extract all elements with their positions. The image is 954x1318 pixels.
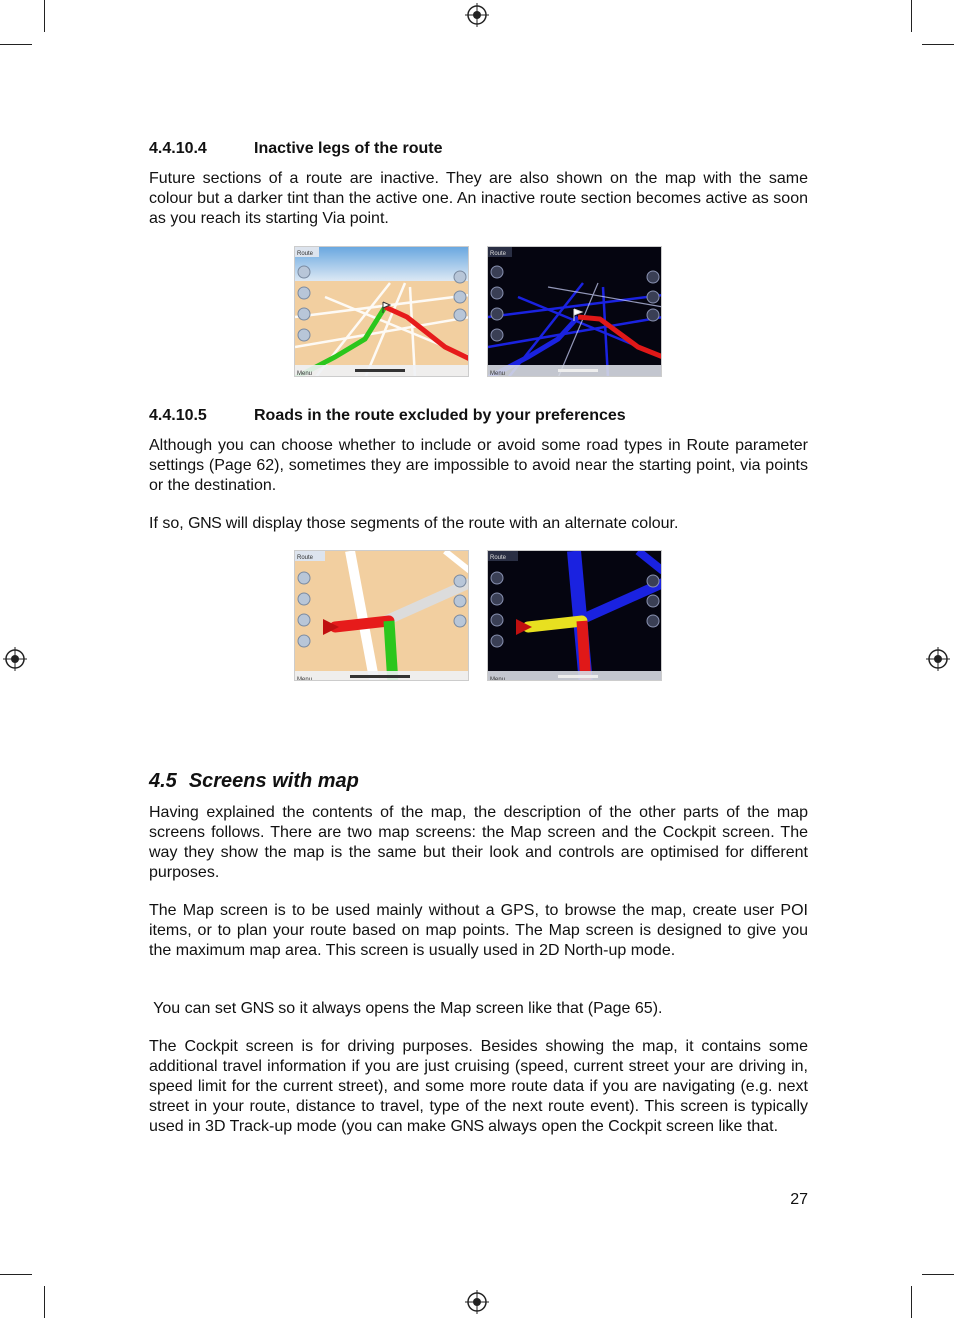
crop-mark [0,44,32,45]
section-number: 4.5 [149,770,177,792]
map-screenshot-night-2d [487,550,662,681]
paragraph: The Map screen is to be used mainly without a GPS, to browse the map, create user POI items, or to plan your route based on map points. The Map screen is designed to give you the maximum map area. This screen is usually used in 2D North-up mode. [149,902,808,959]
crop-mark [911,0,912,32]
registration-mark-icon [465,1290,489,1314]
registration-mark-icon [465,3,489,27]
product-name: GNS [240,1000,274,1017]
section-heading [149,770,359,793]
registration-mark-icon [3,647,27,671]
map-screenshot-day-3d [294,246,469,377]
menu-label: Menu [297,677,313,681]
paragraph: Having explained the contents of the map, the description of the other parts of the map screens follows. There are two map screens: the Map screen and the Cockpit screen. The way they show the map is the same but their look and controls are optimised for different purposes. [149,804,808,881]
map-screenshot-day-2d [294,550,469,681]
paragraph: The Cockpit screen is for driving purposes. Besides showing the map, it contains some additional travel information if you are just cruising (speed, current street your are driving in, speed limit for the current street), and some more route data if you are navigating (e.g. next street in your route, distance to travel, type of the next route event). This screen is typically used in 3D Track-up mode (you can make GNS always open the Cockpit screen like that. [149,1038,808,1135]
crop-mark [44,0,45,32]
registration-mark-icon [926,647,950,671]
map-screenshot-night-3d [487,246,662,377]
route-label: Route [490,251,507,257]
section-number: 4.4.10.5 [149,407,207,424]
product-name: GNS [450,1118,484,1135]
crop-mark [44,1286,45,1318]
paragraph: Future sections of a route are inactive. They are also shown on the map with the same colour but a darker tint than the active one. An inactive route section becomes active as soon as you reach its starting Via point. [149,170,808,227]
paragraph: If so, GNS will display those segments of the route with an alternate colour. [149,515,679,532]
crop-mark [911,1286,912,1318]
section-heading [149,407,626,425]
page-number: 27 [790,1191,808,1208]
route-label: Route [297,555,314,561]
route-label: Route [297,251,314,257]
paragraph: You can set GNS so it always opens the Map screen like that (Page 65). [149,1000,663,1017]
crop-mark [922,44,954,45]
section-title: Roads in the route excluded by your preferences [254,407,626,424]
section-title: Inactive legs of the route [254,140,443,157]
section-title: Screens with map [188,770,359,792]
crop-mark [922,1274,954,1275]
menu-label: Menu [297,371,313,377]
route-label: Route [490,555,507,561]
paragraph: Although you can choose whether to include or avoid some road types in Route parameter settings (Page 62), sometimes they are impossible to avoid near the starting point, via points or the destination. [149,437,808,494]
section-heading [149,140,442,158]
menu-label: Menu [490,677,506,681]
section-number: 4.4.10.4 [149,140,207,157]
product-name: GNS [188,515,222,532]
menu-label: Menu [490,371,506,377]
crop-mark [0,1274,32,1275]
